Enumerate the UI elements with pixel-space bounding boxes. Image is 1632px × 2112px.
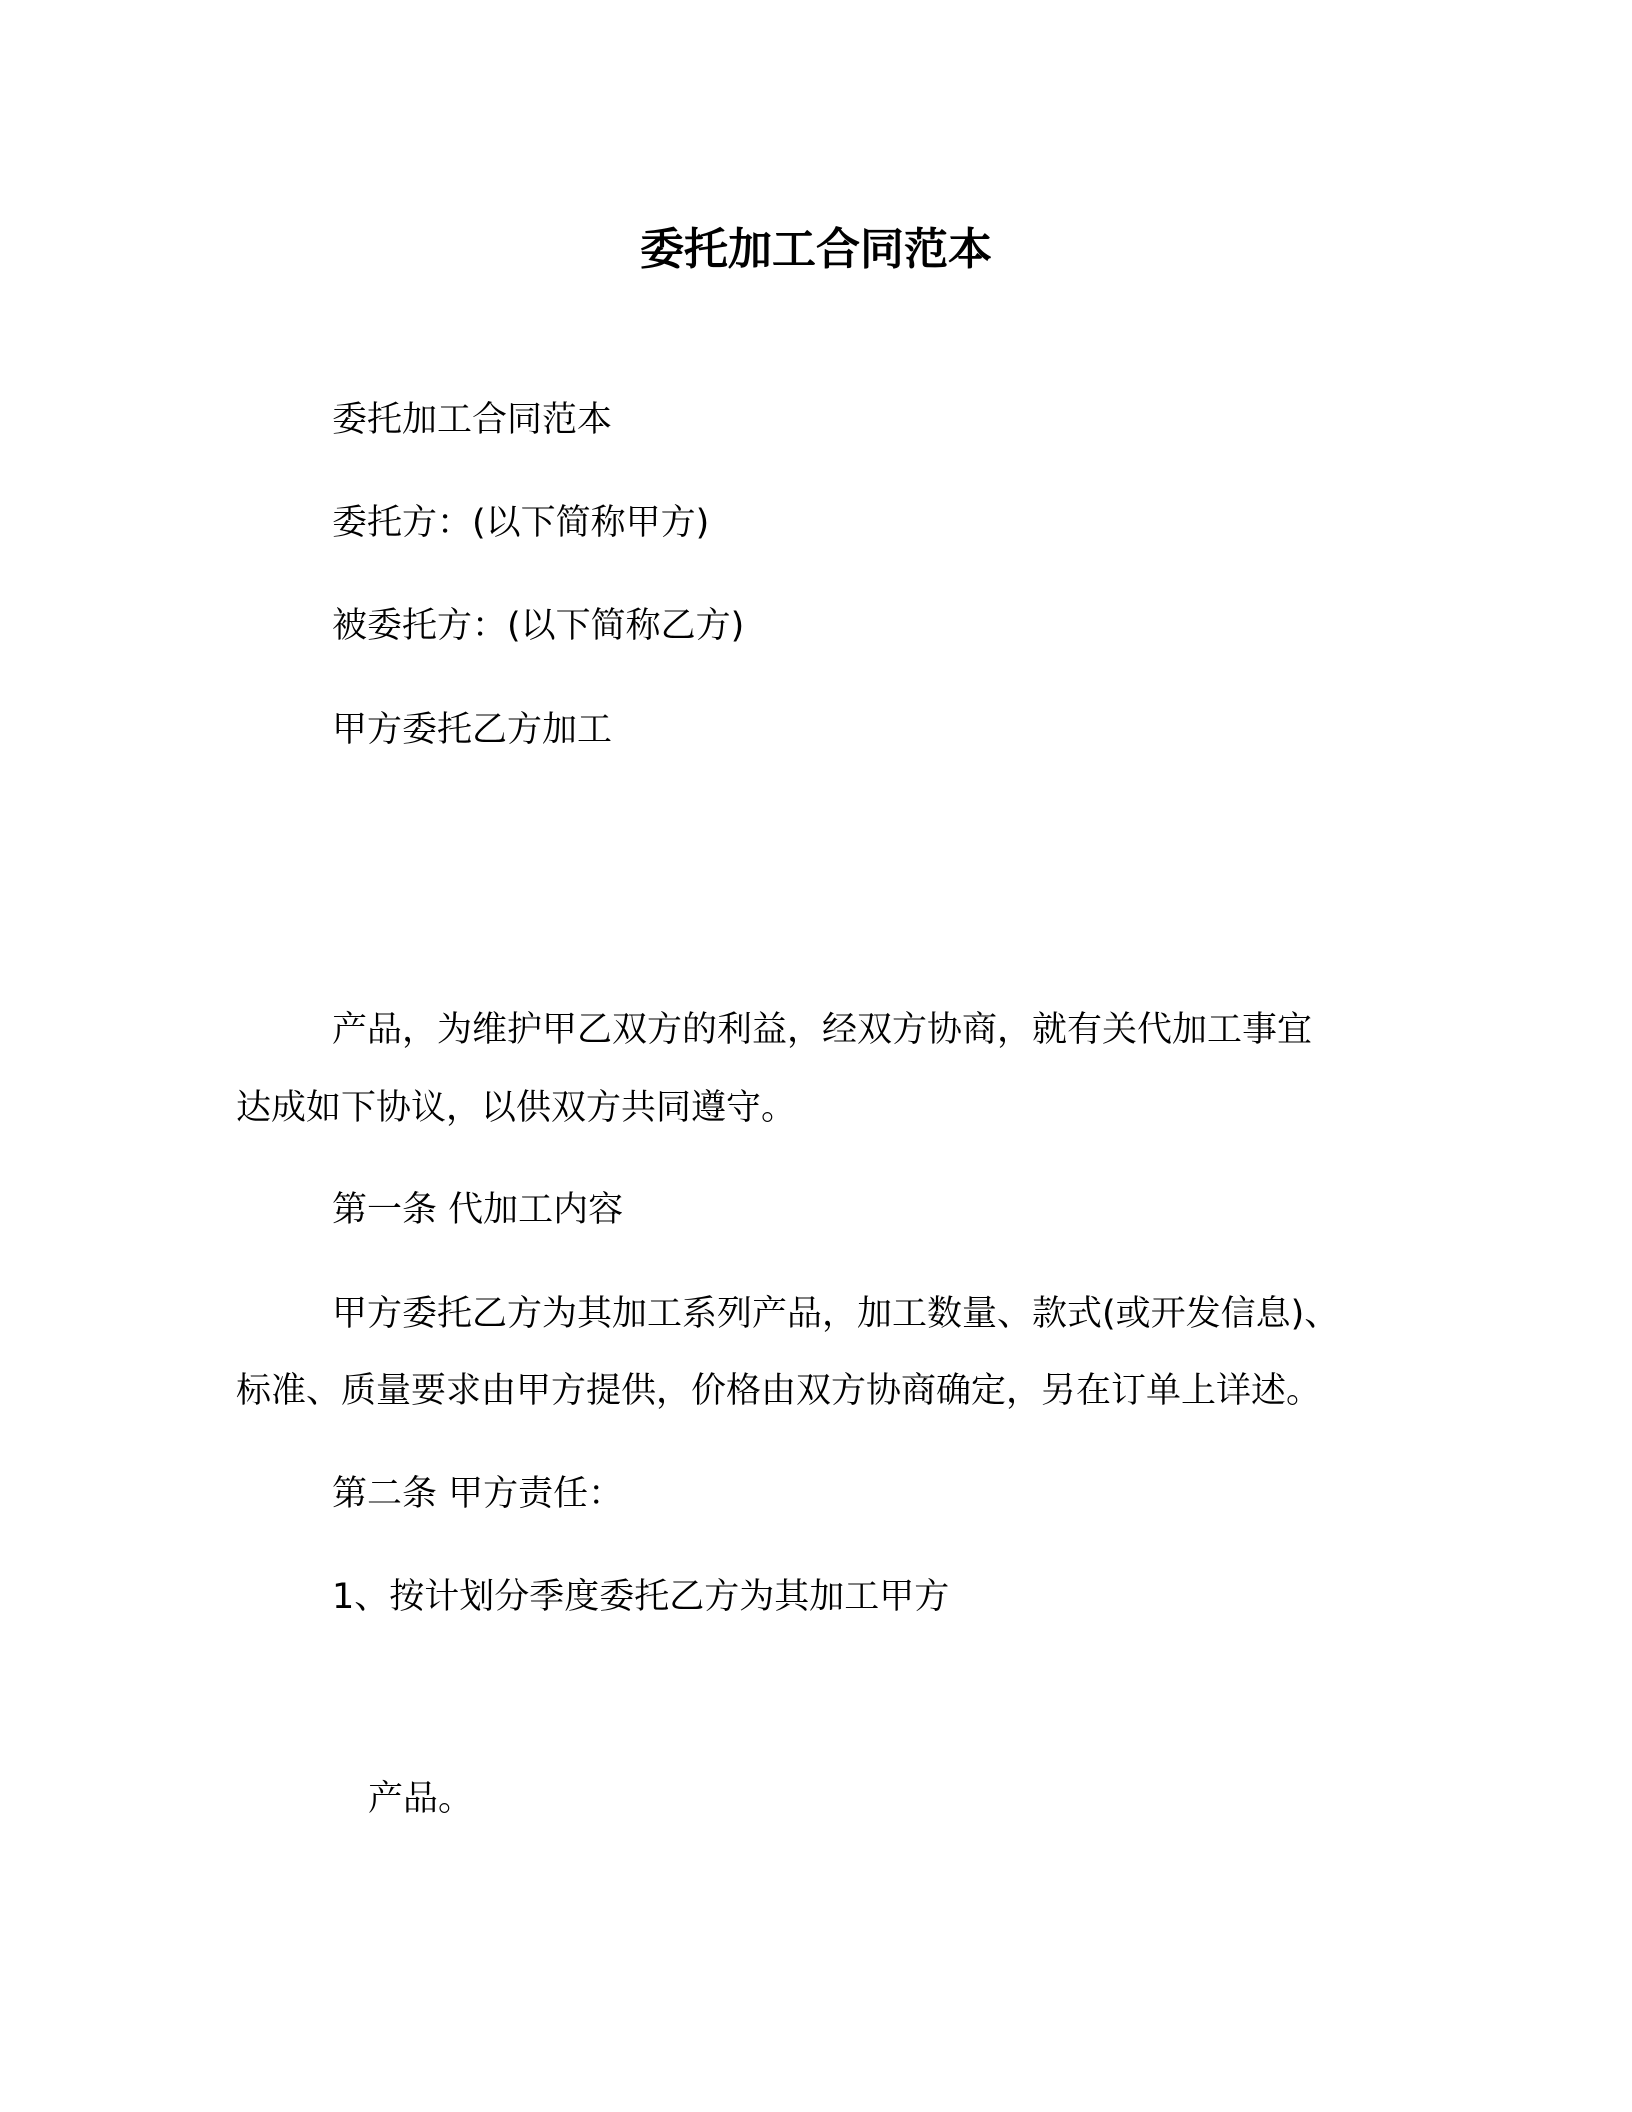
intro-paragraph-line-1: 产品，为维护甲乙双方的利益，经双方协商，就有关代加工事宜 — [332, 1010, 1313, 1050]
commission-line: 甲方委托乙方加工 — [332, 710, 613, 750]
party-a-line: 委托方：(以下简称甲方) — [332, 503, 710, 543]
article-1-paragraph-line-2: 标准、质量要求由甲方提供，价格由双方协商确定，另在订单上详述。 — [236, 1371, 1322, 1411]
party-b-line: 被委托方：(以下简称乙方) — [332, 606, 745, 646]
document-title: 委托加工合同范本 — [640, 224, 992, 275]
subtitle-line: 委托加工合同范本 — [332, 400, 613, 440]
article-2-item-1: 1、按计划分季度委托乙方为其加工甲方 — [332, 1577, 950, 1617]
article-1-heading: 第一条 代加工内容 — [332, 1190, 624, 1230]
article-2-item-1-continued: 产品。 — [368, 1779, 474, 1819]
article-2-heading: 第二条 甲方责任： — [332, 1474, 624, 1514]
article-1-paragraph-line-1: 甲方委托乙方为其加工系列产品，加工数量、款式(或开发信息)、 — [332, 1294, 1340, 1334]
intro-paragraph-line-2: 达成如下协议，以供双方共同遵守。 — [236, 1088, 797, 1128]
